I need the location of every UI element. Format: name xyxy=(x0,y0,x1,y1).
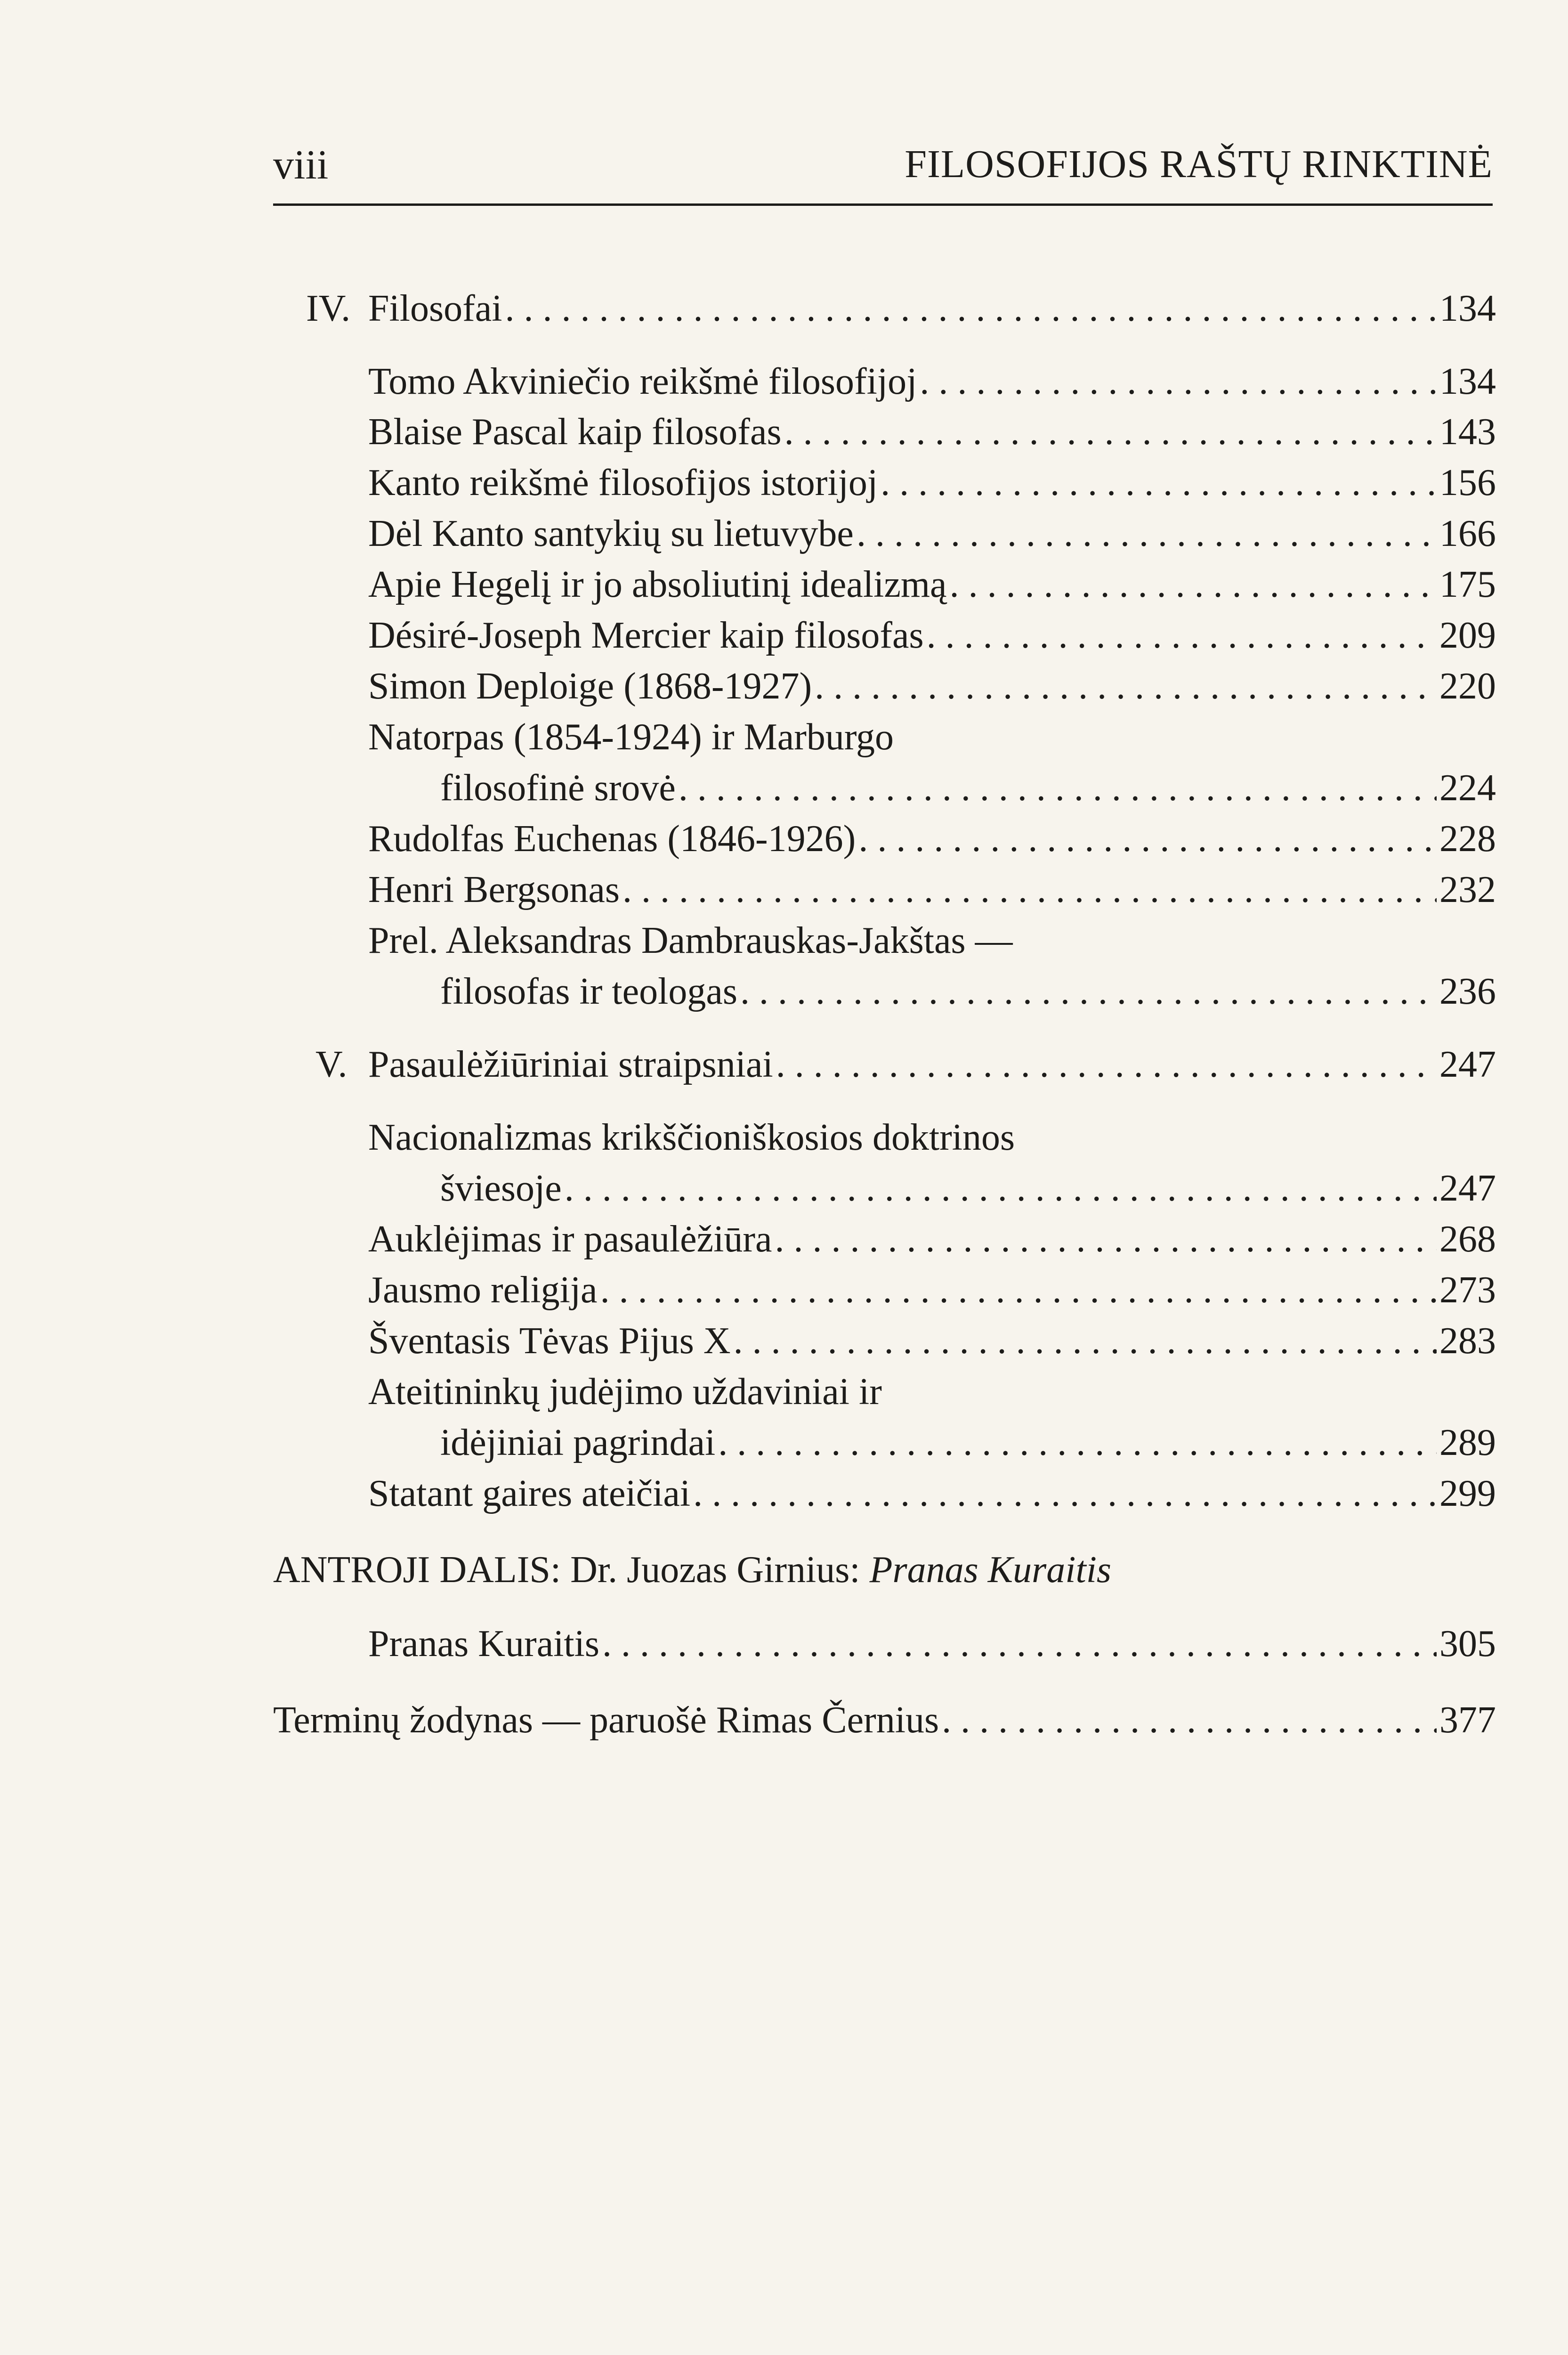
toc-entry xyxy=(368,1264,1496,1316)
leader-dots xyxy=(857,508,1437,560)
page-ref: 273 xyxy=(1439,1269,1496,1311)
leader-dots xyxy=(858,813,1437,865)
page-ref: 283 xyxy=(1439,1320,1496,1362)
leader-dots xyxy=(734,1315,1437,1367)
toc-section-heading xyxy=(368,1039,1496,1090)
entry-title: Tomo Akviniečio reikšmė filosofijoj xyxy=(368,361,917,402)
part-two-heading xyxy=(273,1544,1111,1596)
entry-title: Jausmo religija xyxy=(368,1269,598,1311)
entry-title: Nacionalizmas krikščioniškosios doktrinos xyxy=(368,1117,1015,1158)
header-rule xyxy=(273,203,1493,206)
toc-entry-continuation xyxy=(440,1162,1496,1214)
leader-dots xyxy=(942,1694,1437,1746)
toc-entry xyxy=(368,1213,1496,1265)
entry-title-cont: šviesoje xyxy=(440,1168,562,1209)
leader-dots xyxy=(927,609,1437,661)
entry-title-cont: filosofinė srovė xyxy=(440,767,676,809)
toc-entry xyxy=(368,1315,1496,1367)
page-ref: 236 xyxy=(1439,971,1496,1012)
running-header xyxy=(273,127,1493,193)
toc-entry xyxy=(368,1618,1496,1670)
toc-entry xyxy=(368,356,1496,407)
page-ref: 228 xyxy=(1439,818,1496,860)
leader-dots xyxy=(602,1618,1437,1670)
page-ref: 143 xyxy=(1439,411,1496,453)
part-two-heading-italic: Pranas Kuraitis xyxy=(869,1549,1112,1591)
page-number: viii xyxy=(273,142,329,188)
entry-title: Dėl Kanto santykių su lietuvybe xyxy=(368,513,854,554)
entry-title: Blaise Pascal kaip filosofas xyxy=(368,411,782,453)
entry-title-cont: idėjiniai pagrindai xyxy=(440,1422,716,1463)
page-ref: 232 xyxy=(1439,869,1496,910)
leader-dots xyxy=(622,864,1437,916)
entry-title: Ateitininkų judėjimo uždaviniai ir xyxy=(368,1371,882,1413)
toc-entry xyxy=(368,457,1496,509)
page-ref: 156 xyxy=(1439,462,1496,503)
entry-title: Pranas Kuraitis xyxy=(368,1623,600,1665)
entry-title: Terminų žodynas — paruošė Rimas Černius xyxy=(273,1699,939,1741)
entry-title: Kanto reikšmė filosofijos istorijoj xyxy=(368,462,878,503)
leader-dots xyxy=(784,406,1437,458)
page-ref: 134 xyxy=(1439,288,1496,329)
leader-dots xyxy=(815,660,1437,712)
leader-dots xyxy=(693,1468,1437,1519)
entry-title: Auklėjimas ir pasaulėžiūra xyxy=(368,1218,772,1260)
section-numeral: IV. xyxy=(306,288,351,329)
toc-entry xyxy=(368,406,1496,458)
entry-title: Natorpas (1854-1924) ir Marburgo xyxy=(368,716,894,758)
page-ref: 305 xyxy=(1439,1623,1496,1665)
page-ref: 220 xyxy=(1439,666,1496,707)
leader-dots xyxy=(776,1039,1437,1090)
part-two-heading-text: ANTROJI DALIS: Dr. Juozas Girnius: xyxy=(273,1549,860,1591)
entry-title: Apie Hegelį ir jo absoliutinį idealizmą xyxy=(368,564,947,605)
section-title: Pasaulėžiūriniai straipsniai xyxy=(368,1044,773,1085)
entry-title: Prel. Aleksandras Dambrauskas-Jakštas — xyxy=(368,920,1013,961)
entry-title: Henri Bergsonas xyxy=(368,869,620,910)
toc-entry-continuation xyxy=(440,1417,1496,1469)
toc-entry xyxy=(368,1468,1496,1519)
entry-title: Šventasis Tėvas Pijus X xyxy=(368,1320,731,1362)
leader-dots xyxy=(600,1264,1437,1316)
page-ref: 134 xyxy=(1439,361,1496,402)
toc-entry xyxy=(368,609,1496,661)
leader-dots xyxy=(881,457,1437,509)
leader-dots xyxy=(950,559,1437,610)
toc-entry xyxy=(368,508,1496,560)
leader-dots xyxy=(505,283,1437,334)
toc-entry xyxy=(368,559,1496,610)
page-ref: 299 xyxy=(1439,1473,1496,1514)
page-ref: 247 xyxy=(1439,1044,1496,1085)
page-ref: 209 xyxy=(1439,615,1496,656)
entry-title: Simon Deploige (1868-1927) xyxy=(368,666,812,707)
page-ref: 289 xyxy=(1439,1422,1496,1463)
toc-entry-continuation xyxy=(440,966,1496,1017)
toc-entry xyxy=(368,813,1496,865)
toc-entry-glossary xyxy=(273,1694,1496,1746)
entry-title: Statant gaires ateičiai xyxy=(368,1473,691,1514)
page-ref: 224 xyxy=(1439,767,1496,809)
leader-dots xyxy=(740,966,1437,1017)
entry-title-cont: filosofas ir teologas xyxy=(440,971,737,1012)
entry-title: Rudolfas Euchenas (1846-1926) xyxy=(368,818,856,860)
leader-dots xyxy=(775,1213,1437,1265)
running-title: FILOSOFIJOS RAŠTŲ RINKTINĖ xyxy=(905,142,1493,186)
section-title: Filosofai xyxy=(368,288,502,329)
page-ref: 268 xyxy=(1439,1218,1496,1260)
toc-entry xyxy=(368,864,1496,916)
entry-title: Désiré-Joseph Mercier kaip filosofas xyxy=(368,615,924,656)
page-ref: 166 xyxy=(1439,513,1496,554)
page-ref: 377 xyxy=(1439,1699,1496,1741)
toc-entry-continuation xyxy=(440,762,1496,814)
page-ref: 247 xyxy=(1439,1168,1496,1209)
leader-dots xyxy=(679,762,1437,814)
toc-entry xyxy=(368,660,1496,712)
page-ref: 175 xyxy=(1439,564,1496,605)
section-numeral: V. xyxy=(315,1044,348,1085)
leader-dots xyxy=(920,356,1437,407)
leader-dots xyxy=(718,1417,1437,1469)
leader-dots xyxy=(565,1162,1437,1214)
toc-section-heading xyxy=(368,283,1496,334)
